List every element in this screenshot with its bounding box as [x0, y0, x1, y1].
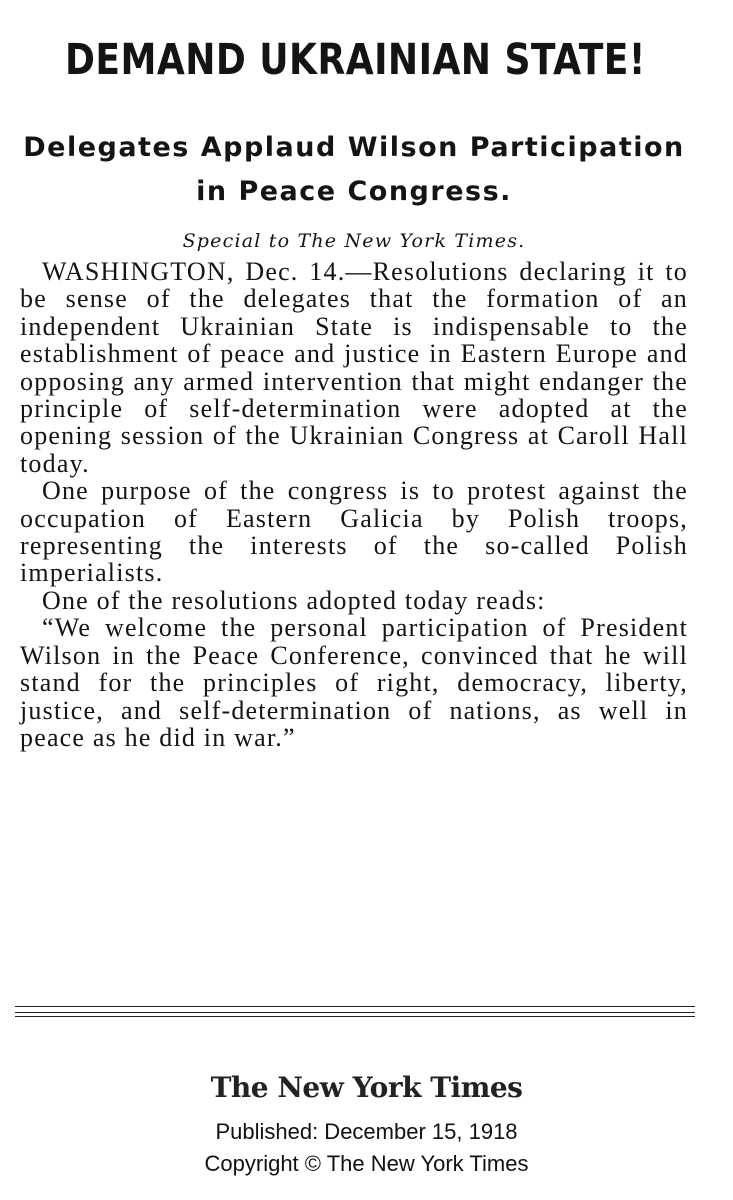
copyright-notice: Copyright © The New York Times: [204, 1151, 529, 1176]
divider-rule: [15, 1012, 695, 1013]
article-paragraph-2: One purpose of the congress is to protest against the occupation of Eastern Galicia by Polish troops, representing the interests of the so-called Polish imperialists.: [20, 476, 688, 588]
footer: [0, 1060, 733, 1180]
newspaper-masthead-logo: The New York Times: [210, 1071, 523, 1104]
article-paragraph-1: WASHINGTON, Dec. 14.—Resolutions declaring it to be sense of the delegates that the formation of an independent Ukrainian State is indispensable to the establishment of peace and justice in Eastern Europe and opposing any armed intervention that might endanger the principle of self-determination were adopted at the opening session of the Ukrainian Congress at Caroll Hall today.: [20, 257, 688, 478]
publication-date: Published: December 15, 1918: [215, 1119, 518, 1144]
divider-rule: [15, 1016, 695, 1017]
article-paragraph-3: One of the resolutions adopted today reads:: [42, 585, 546, 615]
article-quote: “We welcome the personal participation of President Wilson in the Peace Conference, convinced that he will stand for the principles of right, democracy, liberty, justice, and self-determination of nations, as well in peace as he did in war.”: [20, 613, 688, 752]
headline: DEMAND UKRAINIAN STATE!: [65, 35, 646, 85]
byline: Special to The New York Times.: [182, 230, 526, 252]
article-body: [20, 258, 688, 751]
subheadline: Delegates Applaud Wilson Participation in Peace Congress.: [23, 132, 685, 207]
divider-rule: [15, 1006, 695, 1007]
